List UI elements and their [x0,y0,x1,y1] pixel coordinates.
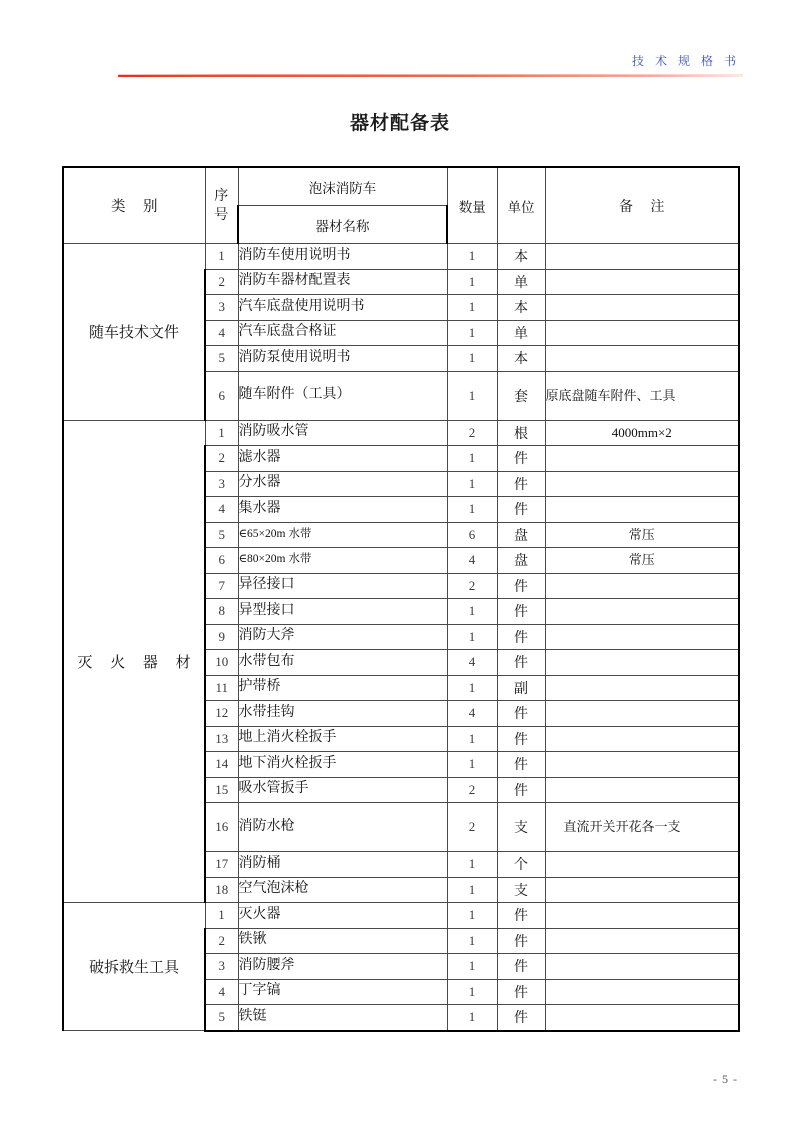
page-header [0,0,800,86]
item-name-cell: 消防车使用说明书 [238,244,447,270]
page-title: 器材配备表 [349,113,450,134]
quantity-cell: 2 [447,803,497,852]
quantity-cell: 1 [447,1005,497,1031]
quantity-cell: 2 [447,420,497,446]
quantity-cell: 1 [447,244,497,270]
column-header-serial-number [205,167,238,244]
unit-cell: 件 [497,497,545,523]
item-name-cell: 水带包布 [238,650,447,676]
remark-cell [545,573,739,599]
serial-number-cell: 3 [205,471,238,497]
unit-cell: 盘 [497,548,545,574]
remark-cell [545,777,739,803]
remark-cell [545,346,739,372]
unit-cell: 件 [497,624,545,650]
unit-cell: 本 [497,295,545,321]
unit-cell: 套 [497,371,545,420]
header-divider-rule [118,74,743,78]
remark-cell [545,877,739,903]
remark-cell [545,497,739,523]
remark-cell: 常压 [545,522,739,548]
item-name-cell: 护带桥 [238,675,447,701]
serial-number-cell: 7 [205,573,238,599]
table-header-row-1 [63,167,739,206]
unit-cell: 本 [497,244,545,270]
serial-number-cell: 4 [205,320,238,346]
item-name-cell: ∈80×20m 水带 [238,548,447,574]
item-name-cell: 消防水枪 [238,803,447,852]
remark-cell: 直流开关开花各一支 [545,803,739,852]
table-header [63,167,739,244]
remark-cell [545,599,739,625]
column-header-remark: 备 注 [545,167,739,244]
column-header-category: 类 别 [63,167,205,244]
serial-number-cell: 16 [205,803,238,852]
unit-cell: 件 [497,573,545,599]
serial-number-cell: 13 [205,726,238,752]
remark-cell [545,624,739,650]
unit-cell: 支 [497,877,545,903]
item-name-cell: 消防吸水管 [238,420,447,446]
serial-number-cell: 3 [205,954,238,980]
quantity-cell: 1 [447,471,497,497]
serial-number-cell: 11 [205,675,238,701]
item-name-cell: 消防大斧 [238,624,447,650]
column-header-unit: 单位 [497,167,545,244]
quantity-cell: 4 [447,701,497,727]
remark-cell [545,954,739,980]
unit-cell: 件 [497,1005,545,1031]
quantity-cell: 4 [447,548,497,574]
serial-number-cell: 8 [205,599,238,625]
item-name-cell: 消防泵使用说明书 [238,346,447,372]
remark-cell [545,446,739,472]
item-name-cell: 消防腰斧 [238,954,447,980]
item-name-cell: 铁铤 [238,1005,447,1031]
unit-cell: 单 [497,269,545,295]
column-header-quantity: 数量 [447,167,497,244]
unit-cell: 个 [497,852,545,878]
category-cell: 破拆救生工具 [63,903,205,1031]
unit-cell: 件 [497,954,545,980]
quantity-cell: 1 [447,852,497,878]
quantity-cell: 1 [447,320,497,346]
remark-cell [545,701,739,727]
serial-number-cell: 10 [205,650,238,676]
quantity-cell: 1 [447,497,497,523]
quantity-cell: 1 [447,295,497,321]
unit-cell: 件 [497,446,545,472]
item-name-cell: 消防车器材配置表 [238,269,447,295]
remark-cell [545,269,739,295]
serial-number-cell: 12 [205,701,238,727]
serial-number-cell: 1 [205,420,238,446]
item-name-cell: 地上消火栓扳手 [238,726,447,752]
column-header-item-name: 器材名称 [238,206,447,244]
quantity-cell: 1 [447,675,497,701]
unit-cell: 件 [497,979,545,1005]
quantity-cell: 2 [447,777,497,803]
quantity-cell: 6 [447,522,497,548]
remark-cell [545,928,739,954]
item-name-cell: 滤水器 [238,446,447,472]
item-name-cell: 分水器 [238,471,447,497]
quantity-cell: 1 [447,269,497,295]
quantity-cell: 1 [447,752,497,778]
quantity-cell: 1 [447,346,497,372]
serial-number-cell: 15 [205,777,238,803]
remark-cell [545,675,739,701]
category-cell: 灭 火 器 材 [63,420,205,903]
serial-number-cell: 4 [205,979,238,1005]
quantity-cell: 4 [447,650,497,676]
item-name-cell: 吸水管扳手 [238,777,447,803]
unit-cell: 件 [497,701,545,727]
serial-number-cell: 5 [205,346,238,372]
page-number-footer: - 5 - [713,1072,738,1086]
table-row [63,244,739,270]
unit-cell: 件 [497,599,545,625]
serial-number-cell: 9 [205,624,238,650]
unit-cell: 支 [497,803,545,852]
serial-number-cell: 18 [205,877,238,903]
item-name-cell: 汽车底盘合格证 [238,320,447,346]
category-cell: 随车技术文件 [63,244,205,421]
quantity-cell: 1 [447,979,497,1005]
serial-number-cell: 1 [205,244,238,270]
item-name-cell: 地下消火栓扳手 [238,752,447,778]
serial-number-cell: 17 [205,852,238,878]
serial-number-cell: 3 [205,295,238,321]
remark-cell [545,903,739,929]
quantity-cell: 1 [447,877,497,903]
remark-cell [545,1005,739,1031]
header-rule-body [118,75,743,77]
unit-cell: 件 [497,752,545,778]
item-name-cell: 汽车底盘使用说明书 [238,295,447,321]
quantity-cell: 1 [447,903,497,929]
item-name-cell: 消防桶 [238,852,447,878]
quantity-cell: 1 [447,954,497,980]
serial-number-cell: 6 [205,548,238,574]
quantity-cell: 1 [447,371,497,420]
serial-number-cell: 6 [205,371,238,420]
quantity-cell: 1 [447,624,497,650]
remark-cell: 常压 [545,548,739,574]
remark-cell [545,471,739,497]
unit-cell: 件 [497,903,545,929]
quantity-cell: 2 [447,573,497,599]
unit-cell: 件 [497,777,545,803]
table-body [63,244,739,1031]
table-row [63,903,739,929]
serial-number-cell: 14 [205,752,238,778]
item-name-cell: 空气泡沫枪 [238,877,447,903]
remark-cell [545,752,739,778]
item-name-cell: 铁锹 [238,928,447,954]
serial-number-cell: 2 [205,928,238,954]
column-header-vehicle-type: 泡沫消防车 [238,167,447,206]
column-header-serial-line2: 号 [214,207,229,223]
header-document-type-label: 技 术 规 格 书 [631,54,740,68]
table-row [63,420,739,446]
item-name-cell: 异型接口 [238,599,447,625]
quantity-cell: 1 [447,928,497,954]
unit-cell: 件 [497,650,545,676]
serial-number-cell: 1 [205,903,238,929]
item-name-cell: 灭火器 [238,903,447,929]
remark-cell [545,726,739,752]
item-name-cell: 集水器 [238,497,447,523]
item-name-cell: 异径接口 [238,573,447,599]
serial-number-cell: 4 [205,497,238,523]
item-name-cell: ∈65×20m 水带 [238,522,447,548]
remark-cell [545,979,739,1005]
quantity-cell: 1 [447,726,497,752]
remark-cell [545,852,739,878]
serial-number-cell: 5 [205,522,238,548]
unit-cell: 件 [497,471,545,497]
remark-cell: 4000mm×2 [545,420,739,446]
unit-cell: 件 [497,928,545,954]
equipment-allocation-table [62,166,740,1032]
quantity-cell: 1 [447,599,497,625]
remark-cell [545,650,739,676]
unit-cell: 盘 [497,522,545,548]
remark-cell [545,295,739,321]
unit-cell: 副 [497,675,545,701]
serial-number-cell: 2 [205,269,238,295]
unit-cell: 件 [497,726,545,752]
column-header-serial-line1: 序 [214,188,229,204]
quantity-cell: 1 [447,446,497,472]
item-name-cell: 水带挂钩 [238,701,447,727]
serial-number-cell: 5 [205,1005,238,1031]
unit-cell: 单 [497,320,545,346]
remark-cell [545,320,739,346]
item-name-cell: 随车附件（工具） [238,371,447,420]
item-name-cell: 丁字镐 [238,979,447,1005]
remark-cell: 原底盘随车附件、工具 [545,371,739,420]
serial-number-cell: 2 [205,446,238,472]
remark-cell [545,244,739,270]
unit-cell: 本 [497,346,545,372]
unit-cell: 根 [497,420,545,446]
